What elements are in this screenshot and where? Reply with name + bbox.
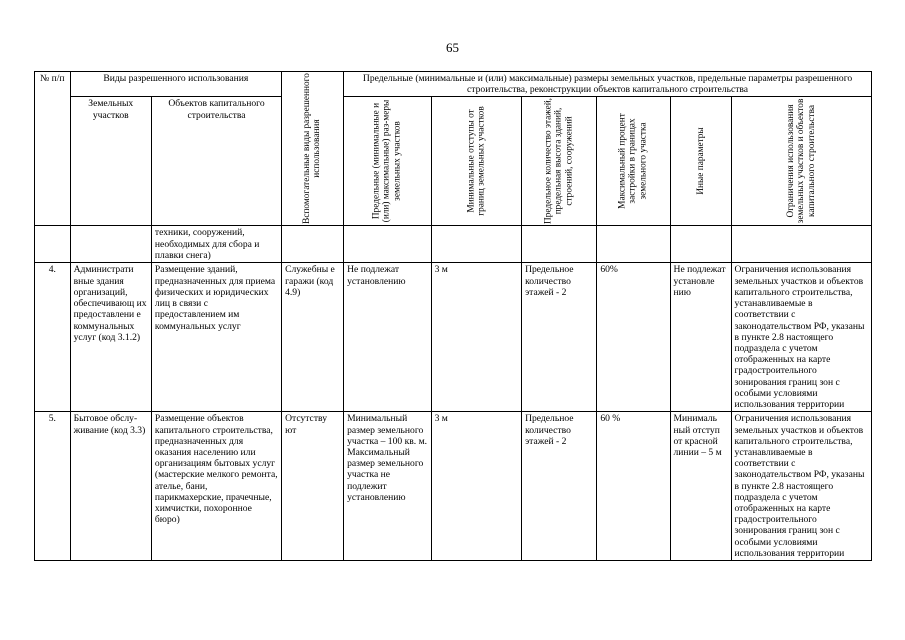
- regulations-table: [34, 71, 872, 561]
- header-min-setbacks: Минимальные отступы от границ земельных участков: [431, 97, 522, 226]
- row-auxiliary: Отсутству ют: [282, 412, 344, 561]
- header-capital-objects: Объектов капитального строительства: [151, 97, 281, 226]
- page-number: 65: [446, 40, 459, 55]
- row-max-coverage: 60 %: [597, 412, 670, 561]
- row-min-setbacks: 3 м: [431, 412, 522, 561]
- row-num: 5.: [35, 412, 71, 561]
- row-other-params: Не подлежат установле нию: [670, 263, 731, 412]
- row-capital-objects: Размещение объектов капитального строительства, предназначенных для оказания населению или организациям бытовых услуг (мастерские мелкого ремонта, ателье, бани, парикмахерские, прачечные, химчистки, похоронное бюро): [151, 412, 281, 561]
- table-row: [35, 263, 872, 412]
- header-max-floors: Предельное количество этажей, предельная высота зданий, строений, сооружений: [522, 97, 597, 226]
- header-row-2: [35, 97, 872, 226]
- row-plot-sizes: Минимальный размер земельного участка – 100 кв. м. Максимальный размер земельного участка не подлежит установлению: [344, 412, 431, 561]
- row-other-params: Минималь ный отступ от красной линии – 5 м: [670, 412, 731, 561]
- continuation-capital-objects: техники, сооружений, необходимых для сбора и плавки снега): [151, 226, 281, 263]
- header-other-params: Иные параметры: [670, 97, 731, 226]
- row-land-plots: Администрати вные здания организаций, обеспечивающ их предоставлени е коммунальных услуг (код 3.1.2): [70, 263, 151, 412]
- header-limits: Предельные (минимальные и (или) максимальные) размеры земельных участков, предельные параметры разрешенного строительства, реконструкции объектов капитального строительства: [344, 72, 872, 97]
- row-min-setbacks: 3 м: [431, 263, 522, 412]
- row-restrictions: Ограничения использования земельных участков и объектов капитального строительства, устанавливаемые в соответствии с законодательством РФ, указаны в пункте 2.8 настоящего подраздела с учетом отображенных на карте градостроительного зонирования границ зон с особыми условиями использования территории: [731, 412, 871, 561]
- row-max-coverage: 60%: [597, 263, 670, 412]
- row-auxiliary: Служебны е гаражи (код 4.9): [282, 263, 344, 412]
- header-num: № п/п: [35, 72, 71, 226]
- header-auxiliary: Вспомогательные виды разрешенного использования: [282, 72, 344, 226]
- header-row-1: [35, 72, 872, 97]
- header-plot-sizes: Предельные (минимальные и (или) максимальные) раз-меры земельных участков: [344, 97, 431, 226]
- row-plot-sizes: Не подлежат установлению: [344, 263, 431, 412]
- header-land-plots: Земельных участков: [70, 97, 151, 226]
- continuation-row: [35, 226, 872, 263]
- row-max-floors: Предельное количество этажей - 2: [522, 263, 597, 412]
- header-restrictions: Ограничения использования земельных участков и объектов капитального строительства: [731, 97, 871, 226]
- row-max-floors: Предельное количество этажей - 2: [522, 412, 597, 561]
- row-capital-objects: Размещение зданий, предназначенных для приема физических и юридических лиц в связи с предоставлением им коммунальных услуг: [151, 263, 281, 412]
- header-max-coverage: Максимальный процент застройки в границах земельного участка: [597, 97, 670, 226]
- row-num: 4.: [35, 263, 71, 412]
- table-row: [35, 412, 872, 561]
- header-use-types: Виды разрешенного использования: [70, 72, 282, 97]
- row-land-plots: Бытовое обслу-живание (код 3.3): [70, 412, 151, 561]
- row-restrictions: Ограничения использования земельных участков и объектов капитального строительства, устанавливаемые в соответствии с законодательством РФ, указаны в пункте 2.8 настоящего подраздела с учетом отображенных на карте градостроительного зонирования границ зон с особыми условиями использования территории: [731, 263, 871, 412]
